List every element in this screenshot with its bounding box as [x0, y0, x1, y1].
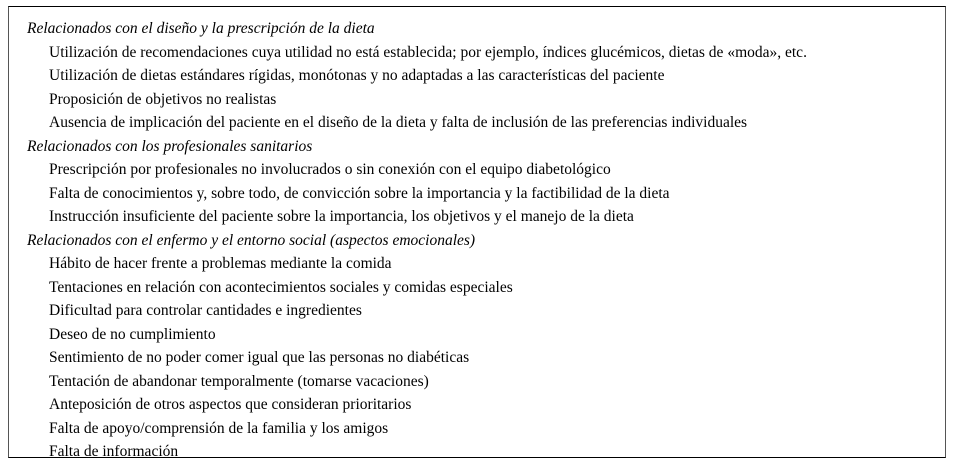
list-item: Falta de apoyo/comprensión de la familia y los amigos — [49, 419, 389, 437]
list-item: Utilización de dietas estándares rígidas, monótonas y no adaptadas a las características del paciente — [49, 67, 665, 84]
group-patient-social-environment — [9, 229, 945, 464]
list-item: Tentación de abandonar temporalmente (tomarse vacaciones) — [49, 372, 429, 390]
list-item: Deseo de no cumplimiento — [49, 325, 216, 343]
list-item: Dificultad para controlar cantidades e ingredientes — [49, 302, 362, 319]
factors-table — [8, 6, 946, 458]
group-design-prescription — [9, 17, 945, 135]
list-item: Utilización de recomendaciones cuya utilidad no está establecida; por ejemplo, índices glucémicos, dietas de «moda», etc. — [49, 43, 807, 61]
list-item: Prescripción por profesionales no involucrados o sin conexión con el equipo diabetológico — [49, 161, 611, 178]
list-item: Falta de información — [49, 443, 179, 460]
list-item: Falta de conocimientos y, sobre todo, de convicción sobre la importancia y la factibilidad de la dieta — [49, 184, 670, 202]
list-item: Proposición de objetivos no realistas — [49, 90, 277, 108]
list-item: Instrucción insuficiente del paciente sobre la importancia, los objetivos y el manejo de la dieta — [49, 208, 634, 225]
group-title: Relacionados con los profesionales sanitarios — [27, 137, 313, 155]
group-health-professionals — [9, 135, 945, 229]
list-item: Hábito de hacer frente a problemas mediante la comida — [49, 255, 392, 272]
list-item: Anteposición de otros aspectos que consideran prioritarios — [49, 396, 412, 413]
list-item: Tentaciones en relación con acontecimientos sociales y comidas especiales — [49, 278, 513, 296]
group-title: Relacionados con el diseño y la prescripción de la dieta — [27, 20, 375, 37]
list-item: Ausencia de implicación del paciente en el diseño de la dieta y falta de inclusión de las preferencias individuales — [49, 114, 748, 131]
list-item: Sentimiento de no poder comer igual que las personas no diabéticas — [49, 349, 470, 366]
group-title: Relacionados con el enfermo y el entorno social (aspectos emocionales) — [27, 231, 476, 249]
